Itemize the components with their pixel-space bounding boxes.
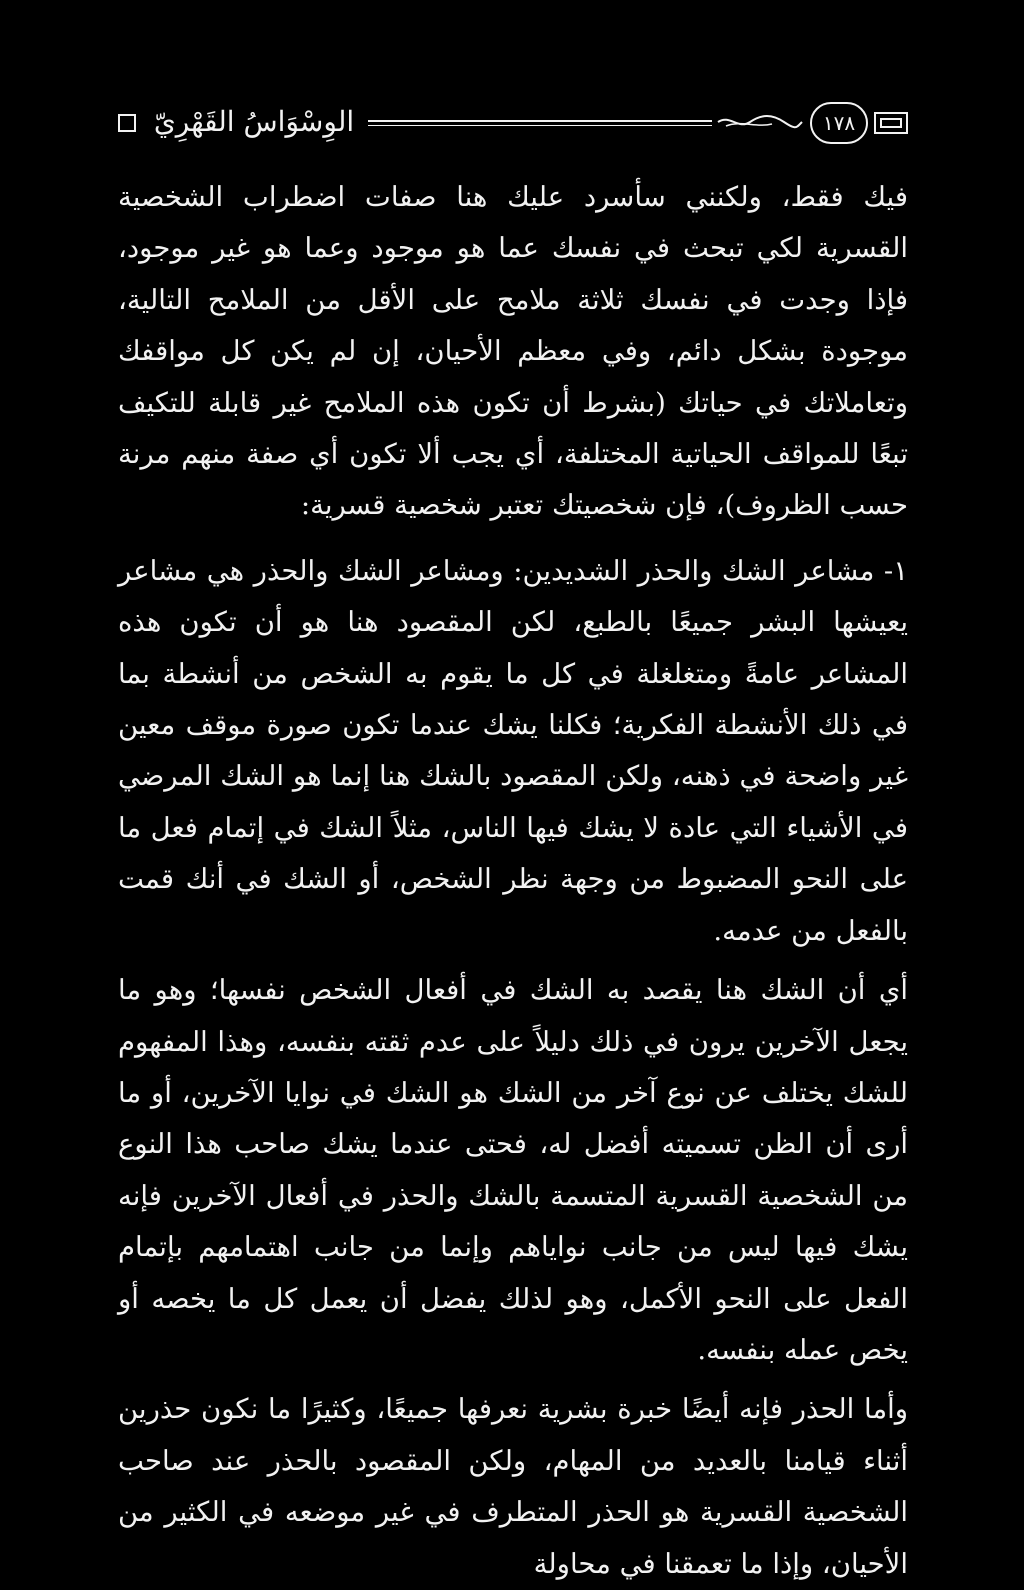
paragraph-doubt-and-caution: ١- مشاعر الشك والحذر الشديدين: ومشاعر الشك والحذر هي مشاعر يعيشها البشر جميعًا بالطبع، لكن المقصود هنا هو أن تكون هذه المشاعر عامةً ومتغلغلة في كل ما يقوم به الشخص من أنشطة بما في ذلك الأنشطة الفكرية؛ فكلنا يشك عندما تكون صورة موقف معين غير واضحة في ذهنه، ولكن المقصود بالشك هنا إنما هو الشك المرضي في الأشياء التي عادة لا يشك فيها الناس، مثلاً الشك في إتمام فعل ما على النحو المضبوط من وجهة نظر الشخص، أو الشك في أنك قمت بالفعل من عدمه. (118, 554, 908, 947)
page-number-text: ١٧٨ (822, 111, 856, 135)
book-title: الوِسْوَاسُ القَهْرِيّ (153, 105, 355, 138)
page-content (118, 172, 908, 1590)
paragraph-caution: وأما الحذر فإنه أيضًا خبرة بشرية نعرفها جميعًا، وكثيرًا ما نكون حذرين أثناء قيامنا بالعديد من المهام، ولكن المقصود بالحذر عند صاحب الشخصية القسرية هو الحذر المتطرف في غير موضعه في الكثير من الأحيان، وإذا ما تعمقنا في محاولة (118, 1393, 908, 1580)
page-number (810, 102, 868, 144)
paragraph-intro: فيك فقط، ولكنني سأسرد عليك هنا صفات اضطراب الشخصية القسرية لكي تبحث في نفسك عما هو موجود وعما هو غير موجود، فإذا وجدت في نفسك ثلاثة ملامح على الأقل من الملامح التالية، موجودة بشكل دائم، وفي معظم الأحيان، إن لم يكن كل مواقفك وتعاملاتك في حياتك (بشرط أن تكون هذه الملامح غير قابلة للتكيف تبعًا للمواقف الحياتية المختلفة، أي يجب ألا تكون أي صفة منهم مرنة حسب الظروف)، فإن شخصيتك تعتبر شخصية قسرية: (118, 181, 908, 522)
paragraph-doubt-meaning: أي أن الشك هنا يقصد به الشك في أفعال الشخص نفسها؛ وهو ما يجعل الآخرين يرون في ذلك دليلاً على عدم ثقته بنفسه، وهذا المفهوم للشك يختلف عن نوع آخر من الشك هو الشك في نوايا الآخرين، أو ما أرى أن الظن تسميته أفضل له، فحتى عندما يشك صاحب هذا النوع من الشخصية القسرية المتسمة بالشك والحذر في أفعال الآخرين فإنه يشك فيها ليس من جانب نواياهم وإنما من جانب اهتمامهم بإتمام الفعل على النحو الأكمل، وهو لذلك يفضل أن يعمل كل ما يخصه أو يخص عمله بنفسه. (118, 974, 908, 1366)
corner-ornament-icon (874, 112, 908, 134)
page-header (118, 100, 908, 148)
header-rule (368, 120, 712, 122)
small-ornament-icon (118, 114, 136, 132)
flourish-icon (716, 114, 804, 130)
